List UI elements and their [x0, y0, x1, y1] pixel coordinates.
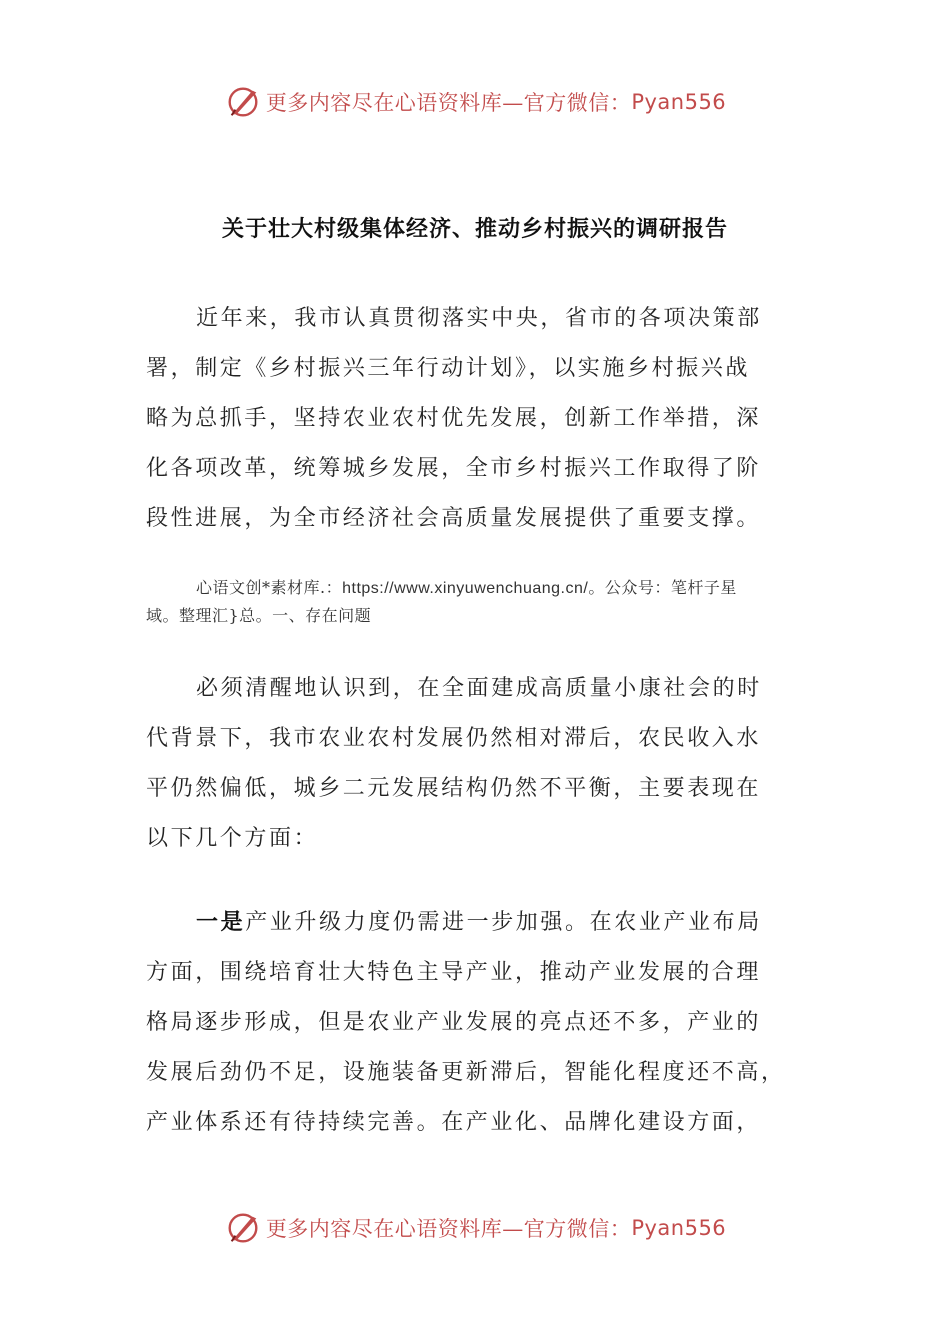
text-line: 代背景下，我市农业农村发展仍然相对滞后，农民收入水	[146, 726, 762, 751]
text-line: 近年来，我市认真贯彻落实中央，省市的各项决策部	[196, 306, 762, 331]
note-prefix: 心语文创*素材库.：	[196, 578, 343, 597]
watermark-text: 更多内容尽在心语资料库—官方微信：	[265, 91, 632, 115]
text-line: 产业体系还有待持续完善。在产业化、品牌化建设方面，	[146, 1110, 762, 1135]
text-line: 方面，围绕培育壮大特色主导产业，推动产业发展的合理	[146, 960, 762, 985]
quill-logo-icon	[224, 1209, 262, 1247]
header-watermark	[0, 80, 950, 124]
text-line-rest: 产业升级力度仍需进一步加强。在农业产业布局	[245, 910, 762, 935]
text-line: 以下几个方面：	[146, 826, 319, 851]
paragraph-intro	[146, 294, 808, 544]
footer-watermark	[0, 1206, 950, 1250]
note-line-2: 域。整理汇}总。一、存在问题	[146, 606, 372, 625]
note-suffix: 。公众号：笔杆子星	[588, 578, 737, 597]
note-url-link[interactable]: https://www.xinyuwenchuang.cn/	[342, 580, 589, 597]
text-line: 署，制定《乡村振兴三年行动计划》，以实施乡村振兴战	[146, 356, 751, 381]
text-line: 格局逐步形成，但是农业产业发展的亮点还不多，产业的	[146, 1010, 762, 1035]
watermark-wechat-id: Pyan556	[631, 90, 727, 114]
watermark-wechat-id: Pyan556	[631, 1216, 727, 1240]
text-line: 化各项改革，统筹城乡发展，全市乡村振兴工作取得了阶	[146, 456, 762, 481]
source-note	[146, 574, 810, 629]
text-line: 发展后劲仍不足，设施装备更新滞后，智能化程度还不高，	[146, 1060, 786, 1085]
text-line: 略为总抓手，坚持农业农村优先发展，创新工作举措，深	[146, 406, 762, 431]
quill-logo-icon	[224, 83, 262, 121]
text-line	[146, 898, 808, 948]
document-title: 关于壮大村级集体经济、推动乡村振兴的调研报告	[221, 217, 728, 242]
lead-marker: 一是	[196, 910, 246, 935]
text-line: 平仍然偏低，城乡二元发展结构仍然不平衡，主要表现在	[146, 776, 762, 801]
paragraph-problems	[146, 664, 808, 864]
text-line: 必须清醒地认识到，在全面建成高质量小康社会的时	[196, 676, 762, 701]
watermark-text: 更多内容尽在心语资料库—官方微信：	[265, 1217, 632, 1241]
paragraph-industry	[146, 898, 808, 1148]
text-line: 段性进展，为全市经济社会高质量发展提供了重要支撑。	[146, 506, 762, 531]
